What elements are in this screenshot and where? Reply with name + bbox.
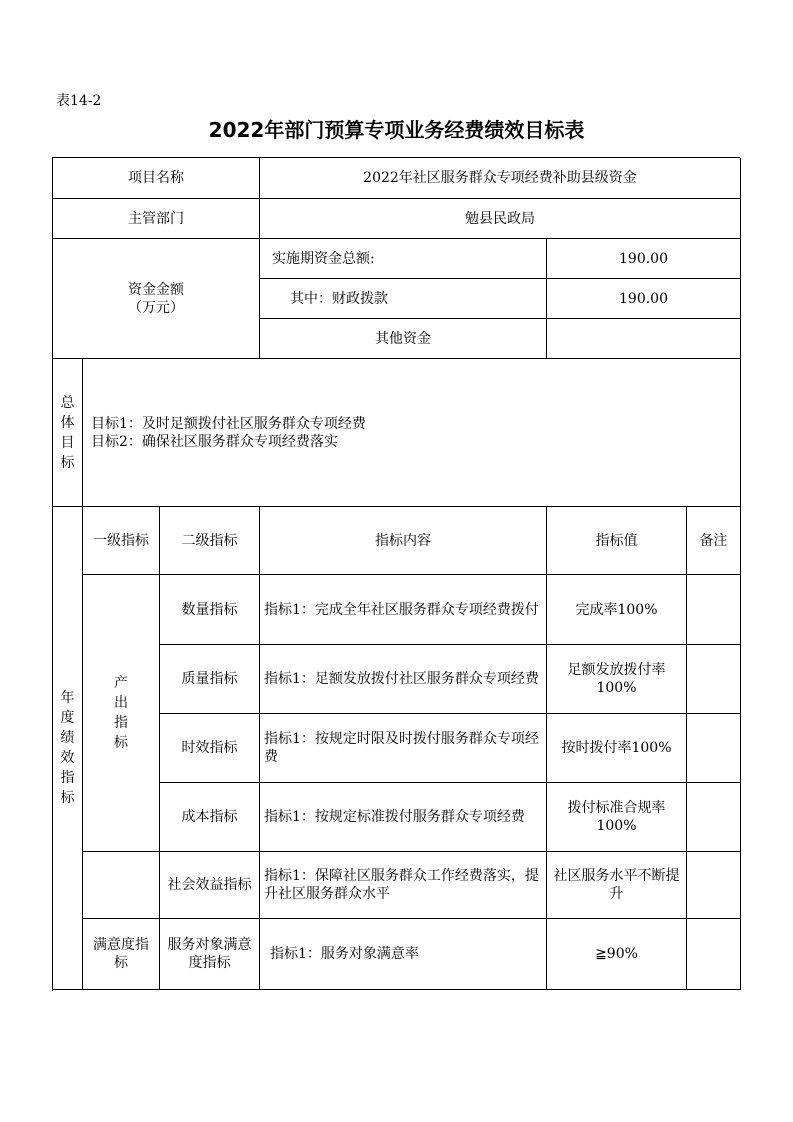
table-row-note [687, 575, 741, 645]
table-row-level2: 数量指标 [160, 575, 260, 645]
fund-amount-unit: （万元） [128, 299, 184, 316]
satisfaction-content: 指标1：服务对象满意率 [260, 919, 547, 990]
table-row-value: 拨付标准合规率100% [547, 783, 687, 852]
document-title: 2022年部门预算专项业务经费绩效目标表 [208, 118, 585, 142]
benefit-note [687, 852, 741, 919]
header-content: 指标内容 [260, 507, 547, 575]
overall-goal-label [53, 359, 83, 507]
goal-item: 目标1：及时足额拨付社区服务群众专项经费 [91, 415, 366, 432]
benefit-level2: 社会效益指标 [160, 852, 260, 919]
header-level2: 二级指标 [160, 507, 260, 575]
benefit-level1 [83, 852, 160, 919]
benefit-value: 社区服务水平不断提升 [547, 852, 687, 919]
table-row-note [687, 714, 741, 783]
table-number: 表14-2 [56, 93, 102, 109]
table-row-note [687, 645, 741, 714]
header-value: 指标值 [547, 507, 687, 575]
overall-goal-content [83, 359, 741, 507]
satisfaction-level1: 满意度指标 [83, 919, 160, 990]
table-row-value: 按时拨付率100% [547, 714, 687, 783]
table-row-content: 指标1：完成全年社区服务群众专项经费拨付 [260, 575, 547, 645]
benefit-content: 指标1：保障社区服务群众工作经费落实，提升社区服务群众水平 [260, 852, 547, 919]
output-indicator-label [83, 575, 160, 852]
satisfaction-note [687, 919, 741, 990]
overall-goal-label-text: 总体目标 [60, 394, 75, 471]
department-label: 主管部门 [53, 199, 260, 239]
table-row-content: 指标1：足额发放拨付社区服务群众专项经费 [260, 645, 547, 714]
table-row-level2: 质量指标 [160, 645, 260, 714]
fund-amount-label [53, 239, 260, 359]
department-value: 勉县民政局 [260, 199, 741, 239]
table-row-value: 足额发放拨付率100% [547, 645, 687, 714]
fiscal-fund-value: 190.00 [547, 279, 741, 319]
other-fund-label: 其他资金 [260, 319, 547, 359]
satisfaction-value: ≧90% [547, 919, 687, 990]
total-fund-value: 190.00 [547, 239, 741, 279]
project-name-value: 2022年社区服务群众专项经费补助县级资金 [260, 158, 741, 199]
goal-item: 目标2：确保社区服务群众专项经费落实 [91, 433, 338, 450]
fiscal-fund-label: 其中：财政拨款 [260, 279, 547, 319]
annual-indicator-label-text: 年度绩效指标 [60, 690, 75, 806]
header-level1: 一级指标 [83, 507, 160, 575]
performance-table [52, 157, 740, 991]
table-row-content: 指标1：按规定时限及时拨付服务群众专项经费 [260, 714, 547, 783]
table-row-level2: 成本指标 [160, 783, 260, 852]
output-indicator-label-text: 产出指标 [114, 675, 128, 751]
table-row-content: 指标1：按规定标准拨付服务群众专项经费 [260, 783, 547, 852]
other-fund-value [547, 319, 741, 359]
annual-indicator-label [53, 507, 83, 990]
table-row-note [687, 783, 741, 852]
fund-amount-title: 资金金额 [128, 281, 184, 298]
header-note: 备注 [687, 507, 741, 575]
table-row-level2: 时效指标 [160, 714, 260, 783]
total-fund-label: 实施期资金总额: [260, 239, 547, 279]
satisfaction-level2: 服务对象满意度指标 [160, 919, 260, 990]
project-name-label: 项目名称 [53, 158, 260, 199]
table-row-value: 完成率100% [547, 575, 687, 645]
